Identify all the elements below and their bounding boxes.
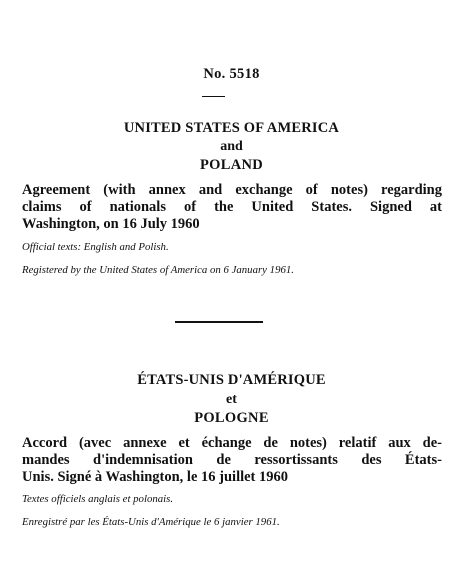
conjunction-french: et [226,392,237,407]
title-line: mandes d'indemnisation de ressortissants des États- [22,452,442,468]
official-texts-english: Official texts: English and Polish. [22,241,169,253]
party-name-english-2: POLAND [199,157,264,173]
agreement-title-french [22,435,442,486]
divider-short [202,96,225,97]
conjunction-english: and [220,139,243,154]
registration-note-english: Registered by the United States of America on 6 January 1961. [22,264,294,276]
official-texts-french: Textes officiels anglais et polonais. [22,493,174,505]
party-name-french-1: ÉTATS-UNIS D'AMÉRIQUE [137,372,326,388]
title-line: Unis. Signé à Washington, le 16 juillet 1960 [22,469,289,485]
registration-note-french: Enregistré par les États-Unis d'Amérique le 6 janvier 1961. [22,516,280,528]
title-line: Accord (avec annexe et échange de notes) relatif aux de- [22,435,442,451]
title-line: claims of nationals of the United States. Signed at [22,199,442,215]
section-divider [175,321,263,323]
title-line: Agreement (with annex and exchange of notes) regarding [22,182,442,198]
agreement-title-english [22,182,442,233]
party-name-english-1: UNITED STATES OF AMERICA [123,120,340,136]
title-line: Washington, on 16 July 1960 [22,216,200,232]
treaty-number: No. 5518 [203,66,260,82]
party-name-french-2: POLOGNE [194,410,269,426]
